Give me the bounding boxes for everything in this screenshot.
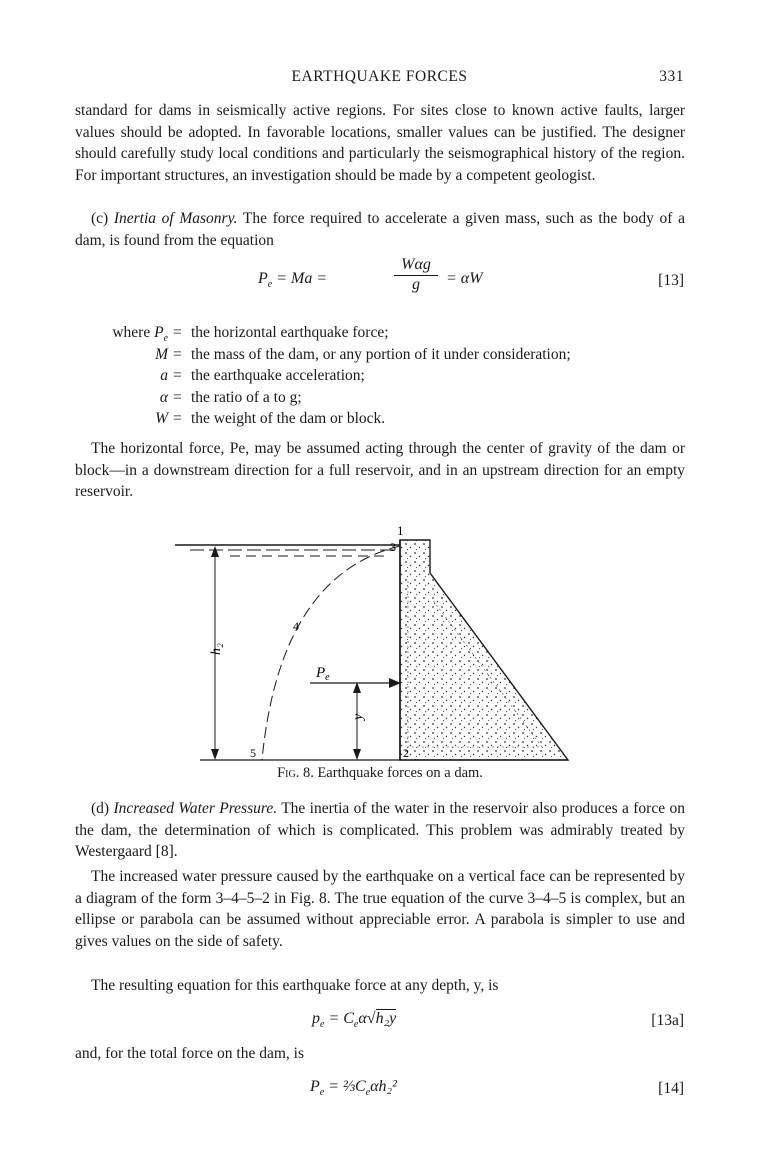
document-page: EARTHQUAKE FORCES 331 standard for dams in seismically active regions. For sites close to known active faults, larger values should be adopted. In favorable locations, smaller values can be justified. The designer should carefully study local conditions and particularly the seismographical history of the region. For important structures, an investigation should be made by a competent geologist. (c) Inertia of Masonry. The force required to accelerate a given mass, such as the body of a dam, is found from the equation $P_e = Ma$ = Wαg g = αW [13] where $P_e$ = the horizontal earthquake force; M = the mass of the dam, or any portion of it under consideration; a = the earthquake acceleration; α = the ratio of a to g; W = the weight of the dam or block. The horizontal force, Pe, may be assumed acting through the center of gravity of the dam or block—in a downstream direction for a full reservoir, and in an upstream direction for an empty reservoir. h₂ y $P_e$ 1 3 4 5 2 Fig. 8. Earthquake forces on a dam. (d) Increased Water Pressure. The inertia of the water in the reservoir also produces a force on the dam, the determination of which is complicated. This problem was admirably treated by Westergaard [8]. The increased water pressure caused by the earthquake on a vertical face can be represented by a diagram of the form 3–4–5–2 in Fig. 8. The true equation of the curve 3–4–5 is complex, but an ellipse or parabola can be assumed without appreciable error. A parabola is simpler to use and gives values on the side of safety. The resulting equation for this earthquake force at any depth, y, is $p_e = C_e\alpha√h_2y$ [13a] and, for the total force on the dam, is $P_e$ = $\frac{2}{3}C_e\alpha h_2^2$ [14] (75, 68, 685, 1099)
pe-label: $P_e$ (316, 665, 330, 683)
definition-row: a = the earthquake acceleration; (160, 367, 365, 384)
eq14-lhs: P (310, 1078, 320, 1095)
arrowhead-icon (211, 546, 219, 557)
point-label-2: 2 (403, 746, 409, 760)
eq13a-number: [13a] (651, 1012, 684, 1029)
eq13-number: [13] (658, 272, 684, 289)
eq13a-lhs: p (312, 1010, 320, 1027)
figure-caption (75, 765, 685, 782)
section-heading: Increased Water Pressure. (113, 800, 278, 817)
where-word: where (112, 324, 151, 341)
definition-row: α = the ratio of a to g; (159, 388, 302, 406)
figure-label: Fig. 8. (277, 765, 314, 781)
point-label-1: 1 (397, 523, 404, 538)
pressure-curve (262, 546, 400, 760)
point-label-3: 3 (390, 540, 396, 554)
figure-caption-text: Earthquake forces on a dam. (317, 765, 483, 781)
running-title: EARTHQUAKE FORCES (291, 68, 468, 85)
eq13-rhs: = αW (446, 270, 483, 287)
section-heading: Inertia of Masonry. (113, 210, 238, 227)
definition-row: M = the mass of the dam, or any portion of it under consideration; (155, 345, 571, 363)
section-text: The inertia of the water in the reservoir also produces a force on the dam, the determination of which is complicated. This problem was admirably treated by Westergaard [8]. (75, 800, 685, 860)
paragraph-resulting-equation: The resulting equation for this earthquake force at any depth, y, is (91, 977, 499, 994)
eq13-lhs-sub: e (267, 279, 273, 291)
paragraph-pressure-diagram: The increased water pressure caused by the earthquake on a vertical face can be represented by a diagram of the form 3–4–5–2 in Fig. 8. The true equation of the curve 3–4–5 is complex, but an ellipse or parabola can be assumed without appreciable error. A parabola is simpler to use and gives values on the side of safety. (75, 868, 685, 950)
eq13-mid: = Ma = (276, 270, 328, 287)
symbol-definitions (75, 322, 685, 430)
eq13-lhs: P (258, 270, 268, 287)
paragraph-horizontal-force: The horizontal force, Pe, may be assumed acting through the center of gravity of the dam or block—in a downstream direction for a full reservoir, and in an upstream direction for an empty reservoir. (75, 440, 685, 500)
paragraph-total-force: and, for the total force on the dam, is (75, 1045, 304, 1062)
eq13-denominator: g (412, 276, 420, 293)
sqrt-icon: √ (366, 1010, 376, 1027)
arrowhead-icon (353, 749, 361, 760)
h2-label: h₂ (209, 643, 224, 655)
arrowhead-icon (211, 749, 219, 760)
section-label: (d) (91, 800, 110, 817)
paragraph-water-pressure (75, 798, 685, 863)
running-head (75, 68, 684, 90)
definition-row: where $P_e$ = the horizontal earthquake force; (112, 324, 389, 345)
y-label: y (351, 713, 366, 720)
dam-body (400, 540, 568, 760)
dam-diagram (170, 515, 590, 765)
eq14-number: [14] (658, 1080, 684, 1097)
arrowhead-icon (353, 682, 361, 693)
paragraph-intro: standard for dams in seismically active regions. For sites close to known active faults, larger values should be adopted. In favorable locations, smaller values can be justified. The designer should carefully study local conditions and particularly the seismographical history of the region. For important structures, an investigation should be made by a competent geologist. (75, 102, 685, 184)
definition-row: W = the weight of the dam or block. (155, 410, 386, 427)
eq13a-radicand: h₂y (375, 1010, 397, 1027)
page-number: 331 (659, 68, 684, 85)
section-label: (c) (91, 210, 109, 227)
section-text: The force required to accelerate a given mass, such as the body of a dam, is found from the equation (75, 210, 685, 249)
point-label-4: 4 (293, 619, 299, 633)
point-label-5: 5 (250, 746, 256, 760)
paragraph-inertia (75, 208, 685, 251)
eq13-numerator: Wαg (401, 256, 431, 273)
